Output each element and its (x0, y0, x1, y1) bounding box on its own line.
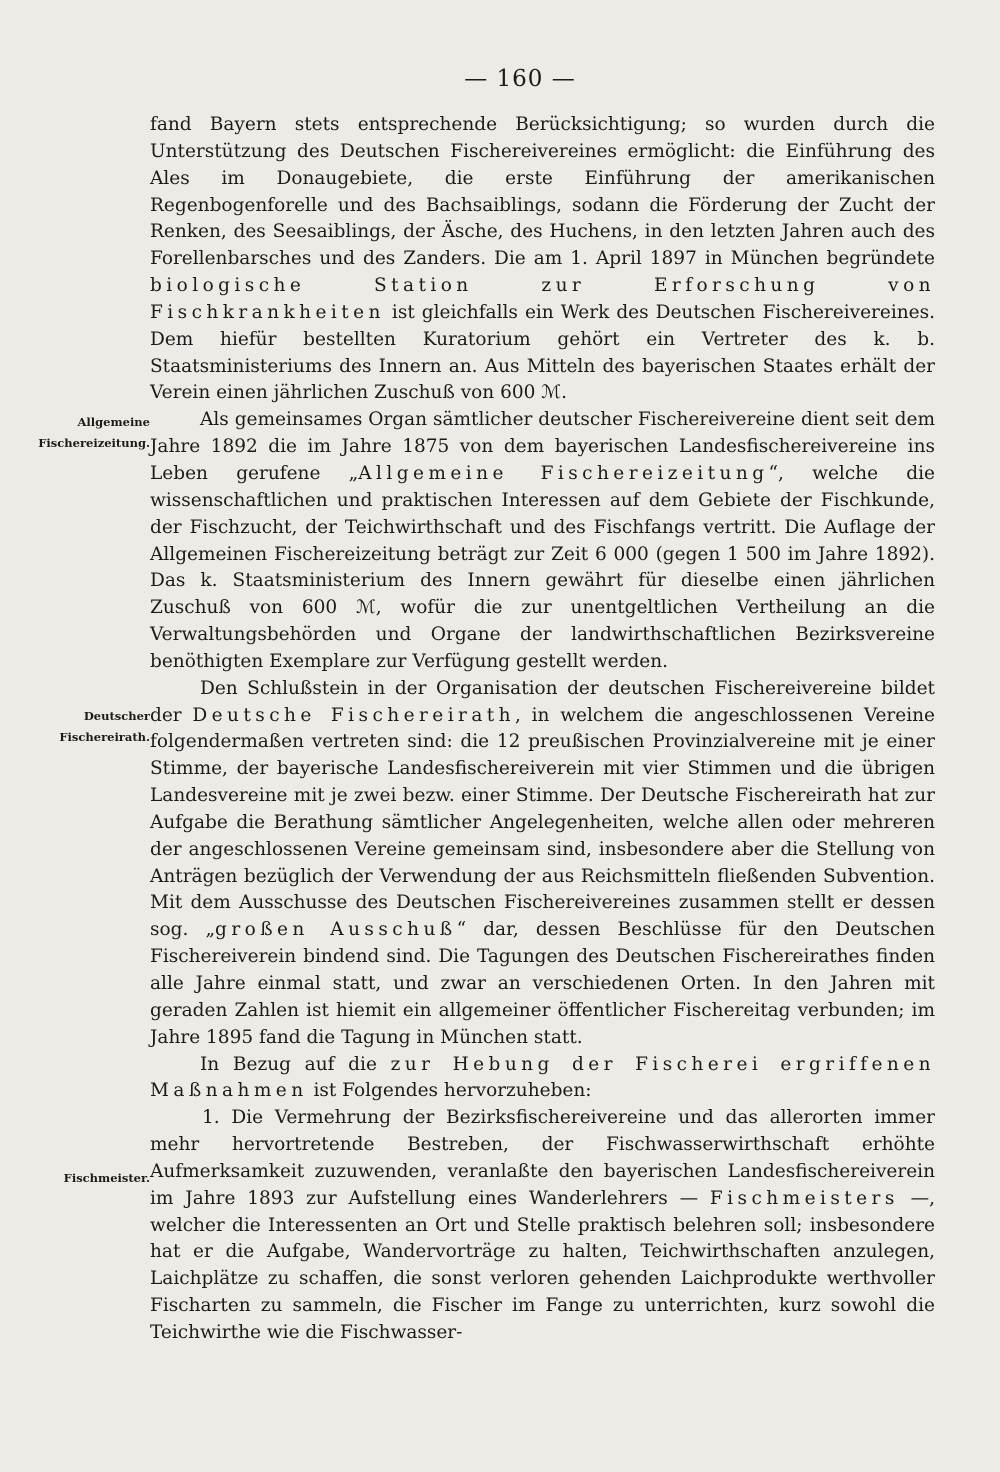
paragraph (150, 1105, 935, 1347)
text-run: fand Bayern stets entsprechende Berücksichtigung; so wurden durch die Unterstützung des Deutschen Fischereivereines ermöglicht: die Einführung des Ales im Donaugebiete, die erste Einführung der amerikanischen Regenbogenforelle und des Bachsaiblings, sodann die Förderung der Zucht der Renken, des Seesaiblings, der Äsche, des Huchens, in den letzten Jahren auch des Forellenbarsches und des Zanders. Die am 1. April 1897 in München begründete (150, 114, 935, 270)
paragraph (150, 1052, 935, 1106)
margin-note-line: Fischmeister. (63, 1171, 150, 1185)
margin-note-line: Deutscher (83, 709, 150, 723)
spaced-emphasis: biologische Station zur Erforschung von Fischkrankheiten (150, 275, 935, 323)
text-run: Den Schlußstein in der Organisation der deutschen Fischereivereine bildet der (150, 677, 935, 726)
page-number: — 160 — (464, 66, 576, 92)
margin-note-line: Fischereizeitung. (38, 436, 150, 450)
spaced-emphasis: Deutsche Fischereirath (192, 704, 516, 726)
spaced-emphasis: Allgemeine Fischereizeitung (358, 462, 769, 484)
margin-note-line: Allgemeine (77, 415, 150, 429)
spaced-emphasis: Fischmeisters (709, 1187, 899, 1209)
spaced-emphasis: großen Ausschuß (215, 919, 457, 941)
spaced-emphasis: zur Hebung der Fischerei ergriffenen Maßnahmen (150, 1053, 936, 1102)
text-run: ist gleichfalls ein Werk des Deutschen Fischereivereines. Dem hiefür bestellten Kuratorium gehört ein Vertreter des k. b. Staatsministeriums des Innern an. Aus Mitteln des bayerischen Staates erhält der Verein einen jährlichen Zuschuß von 600 ℳ. (150, 301, 935, 404)
margin-note-line: Fischereirath. (59, 730, 150, 744)
text-run: “, welche die wissenschaftlichen und praktischen Interessen auf dem Gebiete der Fischkunde, der Fischzucht, der Teichwirthschaft und des Fischfangs vertritt. Die Auflage der Allgemeinen Fischereizeitung beträgt zur Zeit 6 000 (gegen 1 500 im Jahre 1892). Das k. Staatsministerium des Innern gewährt für dieselbe einen jährlichen Zuschuß von 600 ℳ, wofür die zur unentgeltlichen Vertheilung an die Verwaltungsbehörden und Organe der landwirthschaftlichen Bezirksvereine benöthigten Exemplare zur Verfügung gestellt werden. (150, 462, 936, 672)
text-run: “ dar, dessen Beschlüsse für den Deutschen Fischereiverein bindend sind. Die Tagungen des Deutschen Fischereirathes finden alle Jahre einmal statt, und zwar an verschiedenen Orten. In den Jahren mit geraden Zahlen ist hiemit ein allgemeiner öffentlicher Fischereitag verbunden; im Jahre 1895 fand die Tagung in München statt. (150, 919, 935, 1048)
margin-note-fischmeister (0, 1168, 150, 1189)
text-run: —, welcher die Interessenten an Ort und Stelle praktisch belehren soll; insbesondere hat er die Aufgabe, Wandervorträge zu halten, Teichwirthschaften anzulegen, Laichplätze zu schaffen, die sonst verloren gehenden Laichprodukte werthvoller Fischarten zu sammeln, die Fischer im Fange zu unterrichten, kurz sowohl die Teichwirthe wie die Fischwasser- (150, 1187, 935, 1343)
margin-note-allgemeine-fischereizeitung (0, 412, 150, 454)
text-run: Als gemeinsames Organ sämtlicher deutscher Fischereivereine dient seit dem Jahre 1892 die im Jahre 1875 von dem bayerischen Landesfischereivereine ins Leben gerufene „ (150, 409, 935, 484)
margin-note-deutscher-fischereirath (0, 706, 150, 748)
text-run: In Bezug auf die (200, 1053, 391, 1075)
text-run: ist Folgendes hervorzuheben: (307, 1080, 592, 1102)
paragraph (150, 676, 935, 1052)
paragraph (150, 112, 935, 407)
main-text (150, 112, 935, 1347)
text-run: , in welchem die angeschlossenen Vereine folgendermaßen vertreten sind: die 12 preußischen Provinzialvereine mit je einer Stimme, der bayerische Landesfischereiverein mit vier Stimmen und die übrigen Landesvereine mit je zwei bezw. einer Stimme. Der Deutsche Fischereirath hat zur Aufgabe die Berathung sämtlicher Angelegenheiten, welche allen oder mehreren der angeschlossenen Vereine gemeinsam sind, insbesondere aber die Stellung von Anträgen bezüglich der Verwendung der aus Reichsmitteln fließenden Subvention. Mit dem Ausschusse des Deutschen Fischereivereines zusammen stellt er dessen sog. „ (150, 704, 936, 941)
text-run: 1. Die Vermehrung der Bezirksfischereivereine und das allerorten immer mehr hervortretende Bestreben, der Fischwasserwirthschaft erhöhte Aufmerksamkeit zuzuwenden, veranlaßte den bayerischen Landesfischereiverein im Jahre 1893 zur Aufstellung eines Wanderlehrers — (150, 1107, 935, 1209)
paragraph (150, 407, 935, 675)
